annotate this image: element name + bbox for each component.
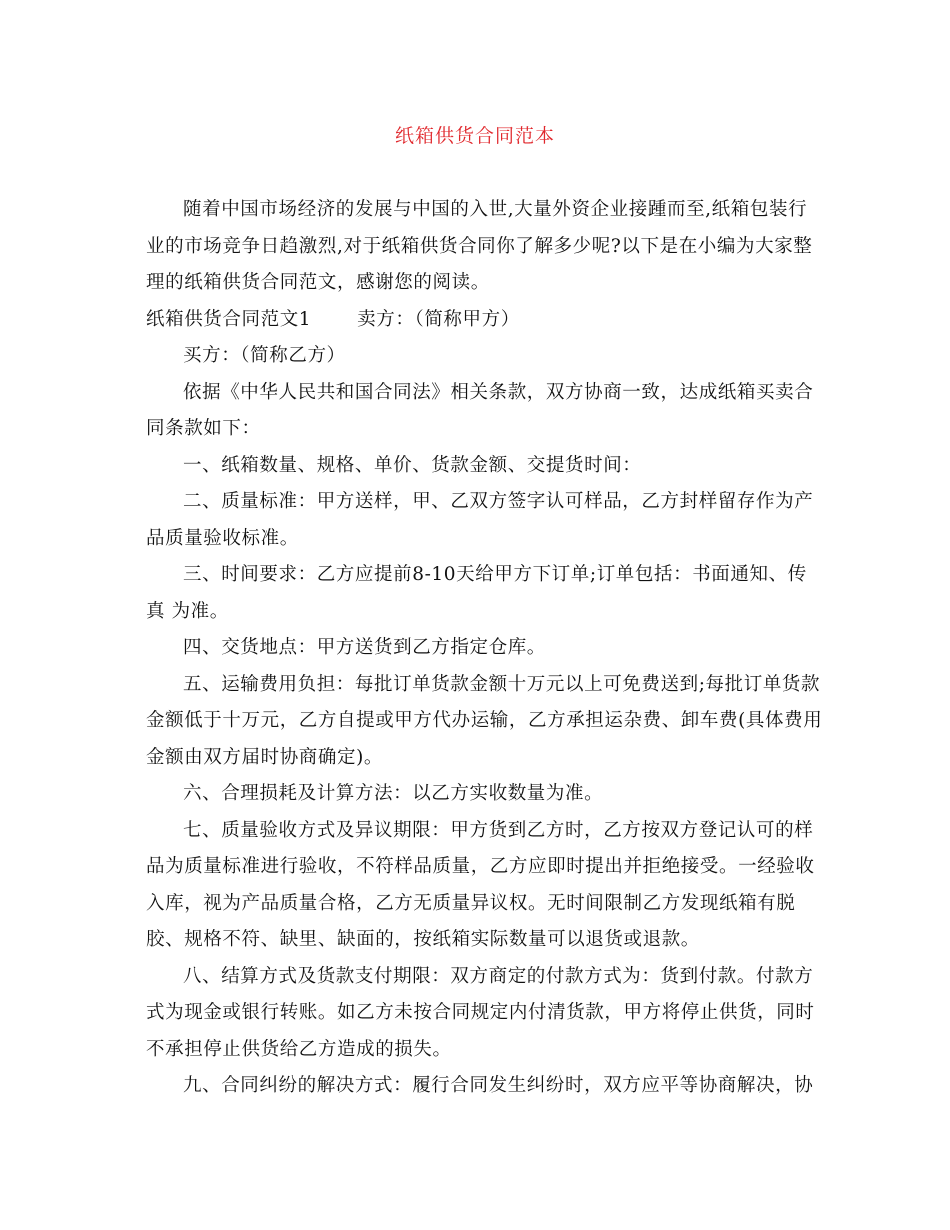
text-line: 入库，视为产品质量合格，乙方无质量异议权。无时间限制乙方发现纸箱有脱 <box>146 892 796 914</box>
intro-paragraph <box>146 192 812 302</box>
buyer-label: 买方：（简称乙方） <box>183 345 346 366</box>
clause-3 <box>146 557 812 630</box>
text-line: 不承担停止供货给乙方造成的损失。 <box>146 1038 452 1060</box>
document-body <box>146 192 823 1105</box>
clause-9 <box>146 1068 812 1105</box>
clause-8 <box>146 959 815 1069</box>
text-line: 金额低于十万元，乙方自提或甲方代办运输，乙方承担运杂费、卸车费(具体费用 <box>146 710 823 731</box>
document-title: 纸箱供货合同范本 <box>394 125 555 147</box>
contract-heading-line <box>146 302 812 339</box>
clause-1 <box>146 448 812 485</box>
basis-paragraph <box>146 375 812 448</box>
clause-2 <box>146 484 812 557</box>
clause-4 <box>146 630 812 667</box>
text-line: 九、合同纠纷的解决方式：履行合同发生纠纷时，双方应平等协商解决，协 <box>183 1075 814 1096</box>
text-line: 三、时间要求：乙方应提前8-10天给甲方下订单;订单包括：书面通知、传 <box>183 564 807 585</box>
text-line: 八、结算方式及货款支付期限：双方商定的付款方式为：货到付款。付款方 <box>183 965 814 987</box>
contract-heading-label: 纸箱供货合同范文1 <box>146 308 312 330</box>
text-line: 金额由双方届时协商确定)。 <box>146 746 384 768</box>
text-line: 六、合理损耗及计算方法：以乙方实收数量为准。 <box>183 783 604 804</box>
clause-5 <box>146 667 823 777</box>
text-line: 理的纸箱供货合同范文，感谢您的阅读。 <box>146 272 490 293</box>
buyer-paragraph <box>146 338 812 375</box>
text-line: 五、运输费用负担：每批订单货款金额十万元以上可免费送到;每批订单货款 <box>183 673 821 695</box>
text-line: 二、质量标准：甲方送样，甲、乙双方签字认可样品，乙方封样留存作为产 <box>183 491 814 512</box>
text-line: 七、质量验收方式及异议期限：甲方货到乙方时，乙方按双方登记认可的样 <box>183 819 814 841</box>
text-line: 随着中国市场经济的发展与中国的入世,大量外资企业接踵而至,纸箱包装行 <box>183 199 808 220</box>
seller-label: 卖方：（简称甲方） <box>357 308 520 330</box>
text-line: 依据《中华人民共和国合同法》相关条款，双方协商一致，达成纸箱买卖合 <box>183 381 814 403</box>
text-line: 业的市场竞争日趋激烈,对于纸箱供货合同你了解多少呢?以下是在小编为大家整 <box>146 235 813 257</box>
clause-6 <box>146 776 812 813</box>
text-line: 品为质量标准进行验收，不符样品质量，乙方应即时提出并拒绝接受。一经验收 <box>146 856 815 877</box>
text-line: 品质量验收标准。 <box>146 527 299 549</box>
text-line: 式为现金或银行转账。如乙方未按合同规定内付清货款，甲方将停止供货，同时 <box>146 1002 815 1023</box>
text-line: 胶、规格不符、缺里、缺面的，按纸箱实际数量可以退货或退款。 <box>146 929 700 950</box>
text-line: 同条款如下： <box>146 418 261 439</box>
clause-7 <box>146 813 815 959</box>
text-line: 一、纸箱数量、规格、单价、货款金额、交提货时间： <box>183 454 642 476</box>
text-line: 四、交货地点：甲方送货到乙方指定仓库。 <box>183 637 546 658</box>
text-line: 真 为准。 <box>146 600 229 622</box>
